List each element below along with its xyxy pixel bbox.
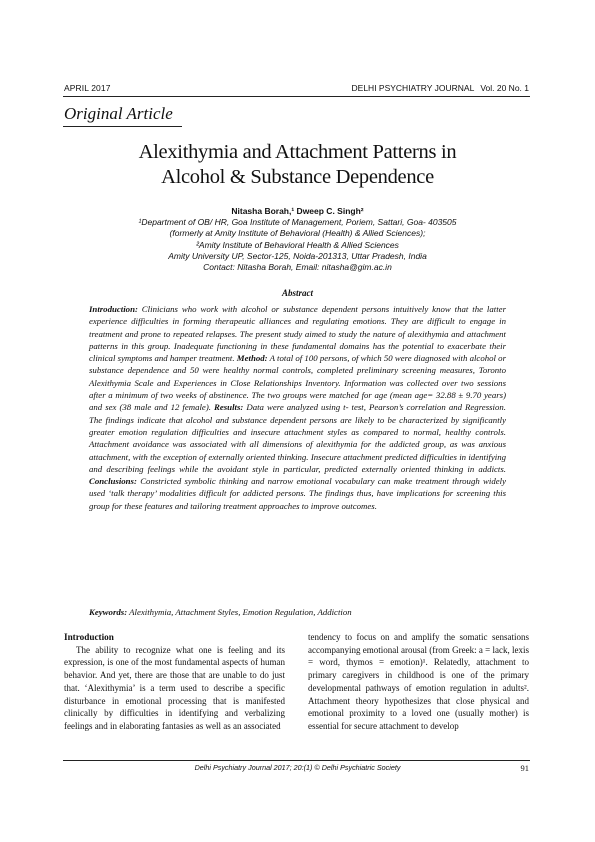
affiliation-line-4: Amity University UP, Sector-125, Noida-201313, Uttar Pradesh, India [168,250,427,261]
abstract-method-text: A total of 100 persons, of which 50 were diagnosed with alcohol or substance dependence and 50 were healthy normal controls, completed preliminary screening measures, Toronto Alexithymia Scale and Experiences in Close Relationships Inventory. Information was collected over two sessions after a minimum of two weeks of abstinence. The two groups were matched for age (mean age= 32.88 ± 9.70 years) and sex (38 male and 12 female). [89,353,507,413]
article-type: Original Article [64,104,173,123]
footer-divider [63,760,530,761]
abstract-conclusions-text: Constricted symbolic thinking and narrow emotional vocabulary can make treatment through widely used ‘talk therapy’ modalities difficult for addicted persons. The findings thus, have implications for screening this group for these features and tailoring treatment approaches to improve outcomes. [89,476,506,511]
abstract-results-text: Data were analyzed using t- test, Pearson’s correlation and Regression. The findings indicate that alcohol and substance dependent persons are likely to be characterized by significantly greater emotion regulation difficulties and insecure attachment styles as compared to normal, healthy controls. Attachment avoidance was associated with all dimensions of alexithymia for the addicted group, as was anxious attachment, with the exception of externally oriented thinking. Insecure attachment predicted difficulties in identifying and describing feelings while the avoidant style in particular, predicted externally oriented thinking in addicts. [89,402,506,474]
abstract-conclusions-label: Conclusions: [89,476,137,487]
keywords [89,607,506,617]
footer-citation: Delhi Psychiatry Journal 2017; 20:(1) © Delhi Psychiatric Society [194,763,401,772]
header-divider [63,96,530,97]
author-names: Nitasha Borah,¹ Dweep C. Singh² [231,206,364,216]
article-title-line-2: Alcohol & Substance Dependence [161,166,434,188]
issue-date: APRIL 2017 [64,83,111,93]
article-title [60,140,535,190]
affiliation-line-1: ¹Department of OB/ HR, Goa Institute of Management, Poriem, Sattari, Goa- 403505 [138,217,457,228]
introduction-paragraph-right: tendency to focus on and amplify the somatic sensations accompanying emotional arousal (from Greek: a = lack, lexis = word, thymos = emotion)¹. Relatedly, attachment to primary caregivers in childhood is one of the primary developmental pathways of emotion regulation in adults². Attachment theory hypothesizes that close physical and emotional proximity to a loved one (usually mother) is essential for secure attachment to develop [308,632,529,731]
abstract-results-label: Results: [213,402,244,413]
abstract-body [89,303,506,512]
journal-header [352,83,529,93]
author-block [70,206,525,273]
abstract-heading: Abstract [281,288,313,298]
introduction-paragraph-left: The ability to recognize what one is feeling and its expression, is one of the most fundamental aspects of human behavior. And yet, there are those that are unable to do just that. ‘Alexithymia’ is a term used to describe a specific disturbance in emotional processing that is manifested clinically by difficulties in identifying and verbalizing feelings and in elaborating fantasies as well as an associated [64,644,285,731]
abstract-method-label: Method: [236,353,268,364]
journal-volume: Vol. 20 No. 1 [480,83,529,93]
article-title-line-1: Alexithymia and Attachment Patterns in [138,141,457,163]
abstract-introduction-text: Clinicians who work with alcohol or substance dependent persons intuitively know that the latter experience difficulties in forming therapeutic alliances and regulating emotions. They are difficult to engage in treatment and prone to repeated relapses. The present study aimed to study the nature of alexithymia and attachment patterns in this group. Inadequate functioning in these fundamental domains has the potential to exacerbate their clinical symptoms and hamper treatment. [89,304,506,364]
page-number: 91 [520,763,529,773]
affiliation-line-3: ²Amity Institute of Behavioral Health & Allied Sciences [196,239,399,250]
contact-line: Contact: Nitasha Borah, Email: nitasha@gim.ac.in [203,262,392,273]
keywords-label: Keywords: [89,607,128,617]
journal-name: DELHI PSYCHIATRY JOURNAL [351,83,475,93]
affiliation-line-2: (formerly at Amity Institute of Behavioral (Health) & Allied Sciences); [169,228,426,239]
article-type-underline [63,126,182,127]
introduction-heading: Introduction [64,632,114,642]
abstract-introduction-label: Introduction: [89,304,138,314]
body-column-left [64,631,285,733]
keywords-text: Alexithymia, Attachment Styles, Emotion Regulation, Addiction [127,607,352,617]
body-column-right [308,631,529,733]
